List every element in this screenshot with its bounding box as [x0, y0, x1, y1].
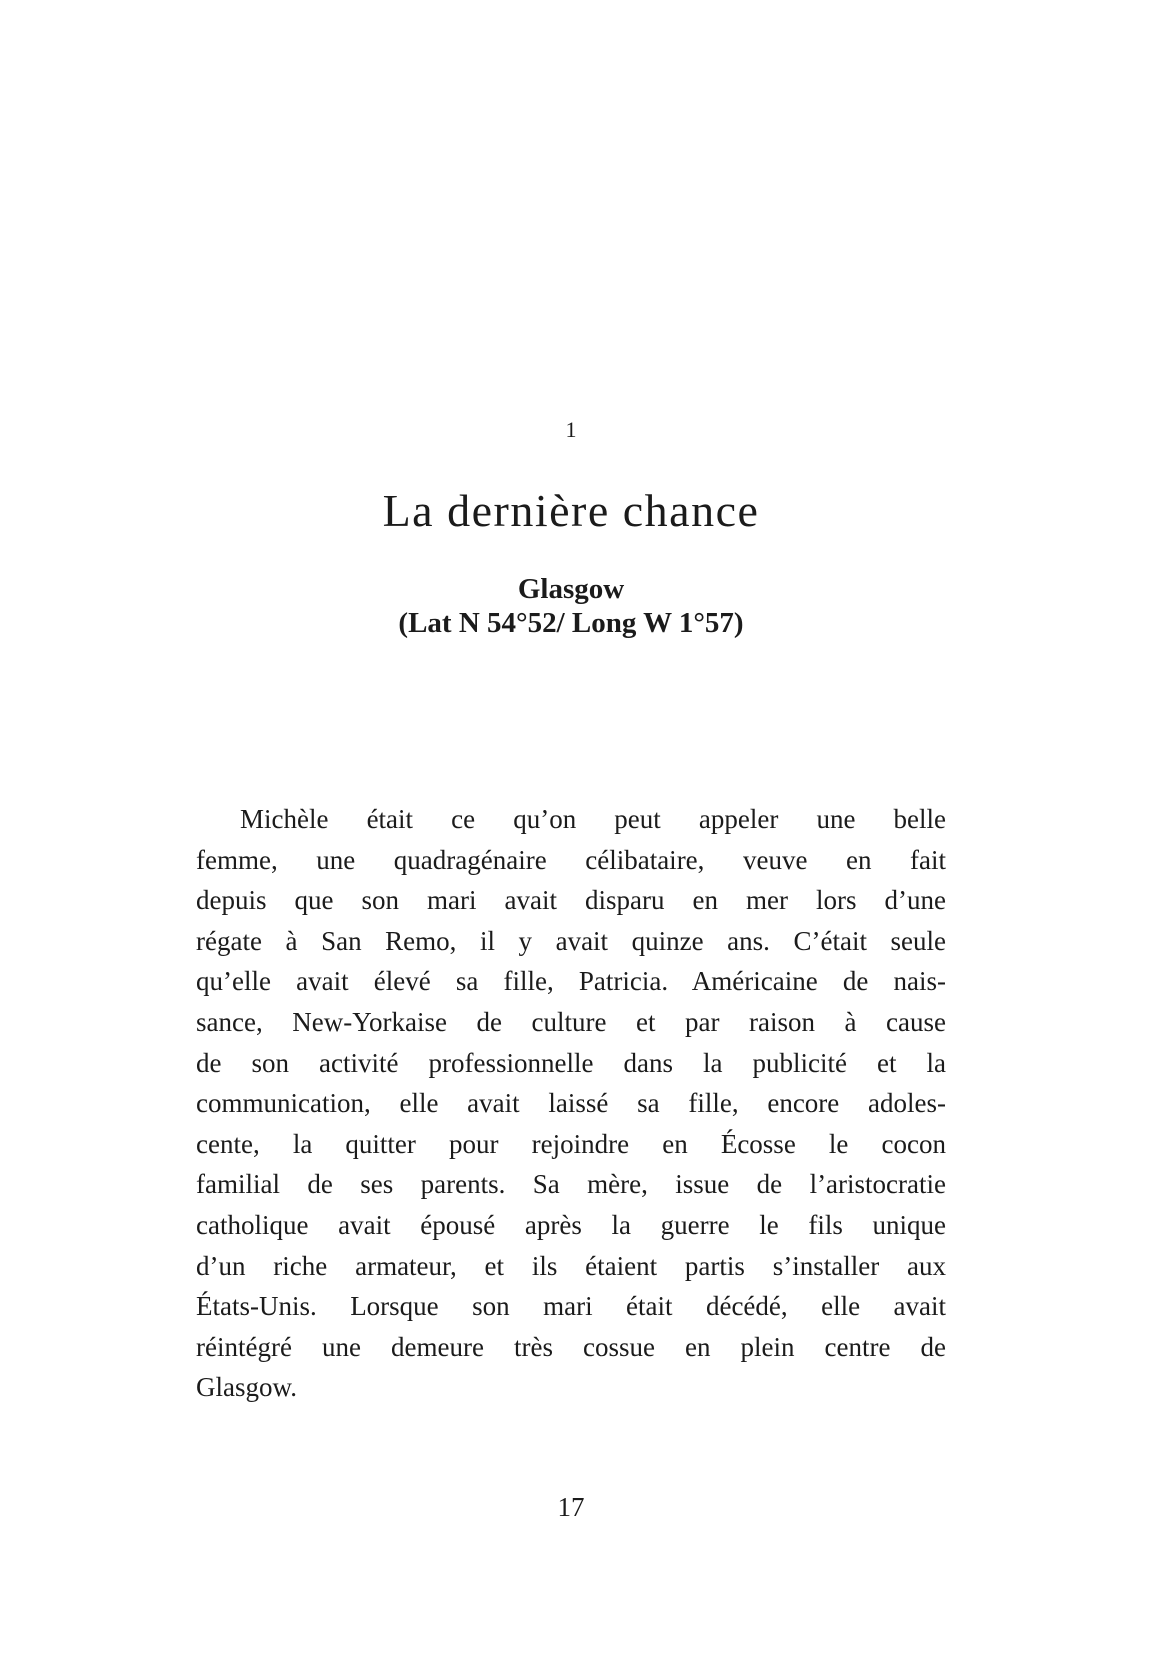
body-line: d’un riche armateur, et ils étaient partis s’installer aux — [196, 1250, 946, 1281]
body-line: Michèle était ce qu’on peut appeler une belle — [240, 804, 946, 834]
body-line: États-Unis. Lorsque son mari était décédé, elle avait — [196, 1291, 946, 1322]
body-paragraph — [196, 799, 946, 1408]
page-number: 17 — [557, 1492, 585, 1522]
body-line: Glasgow. — [196, 1372, 297, 1403]
chapter-number: 1 — [565, 417, 577, 442]
body-line: familial de ses parents. Sa mère, issue de l’aristocratie — [196, 1169, 946, 1200]
body-line: catholique avait épousé après la guerre le fils unique — [196, 1209, 946, 1240]
location-heading: Glasgow — [517, 573, 625, 605]
body-line: depuis que son mari avait disparu en mer lors d’une — [196, 885, 946, 916]
body-line: communication, elle avait laissé sa fille, encore adoles- — [196, 1088, 946, 1119]
coordinates-heading: (Lat N 54°52/ Long W 1°57) — [398, 607, 744, 639]
body-line: qu’elle avait élevé sa fille, Patricia. Américaine de nais- — [196, 966, 946, 997]
chapter-title: La dernière chance — [382, 485, 760, 536]
body-line: femme, une quadragénaire célibataire, veuve en fait — [196, 844, 946, 875]
text-block — [196, 0, 946, 1654]
body-line: réintégré une demeure très cossue en plein centre de — [196, 1331, 946, 1362]
body-line: cente, la quitter pour rejoindre en Écosse le cocon — [196, 1128, 946, 1159]
body-line: de son activité professionnelle dans la publicité et la — [196, 1047, 946, 1078]
body-line: sance, New-Yorkaise de culture et par raison à cause — [196, 1006, 946, 1037]
chapter-subtitle — [196, 572, 946, 640]
body-line: régate à San Remo, il y avait quinze ans. C’était seule — [196, 925, 946, 956]
